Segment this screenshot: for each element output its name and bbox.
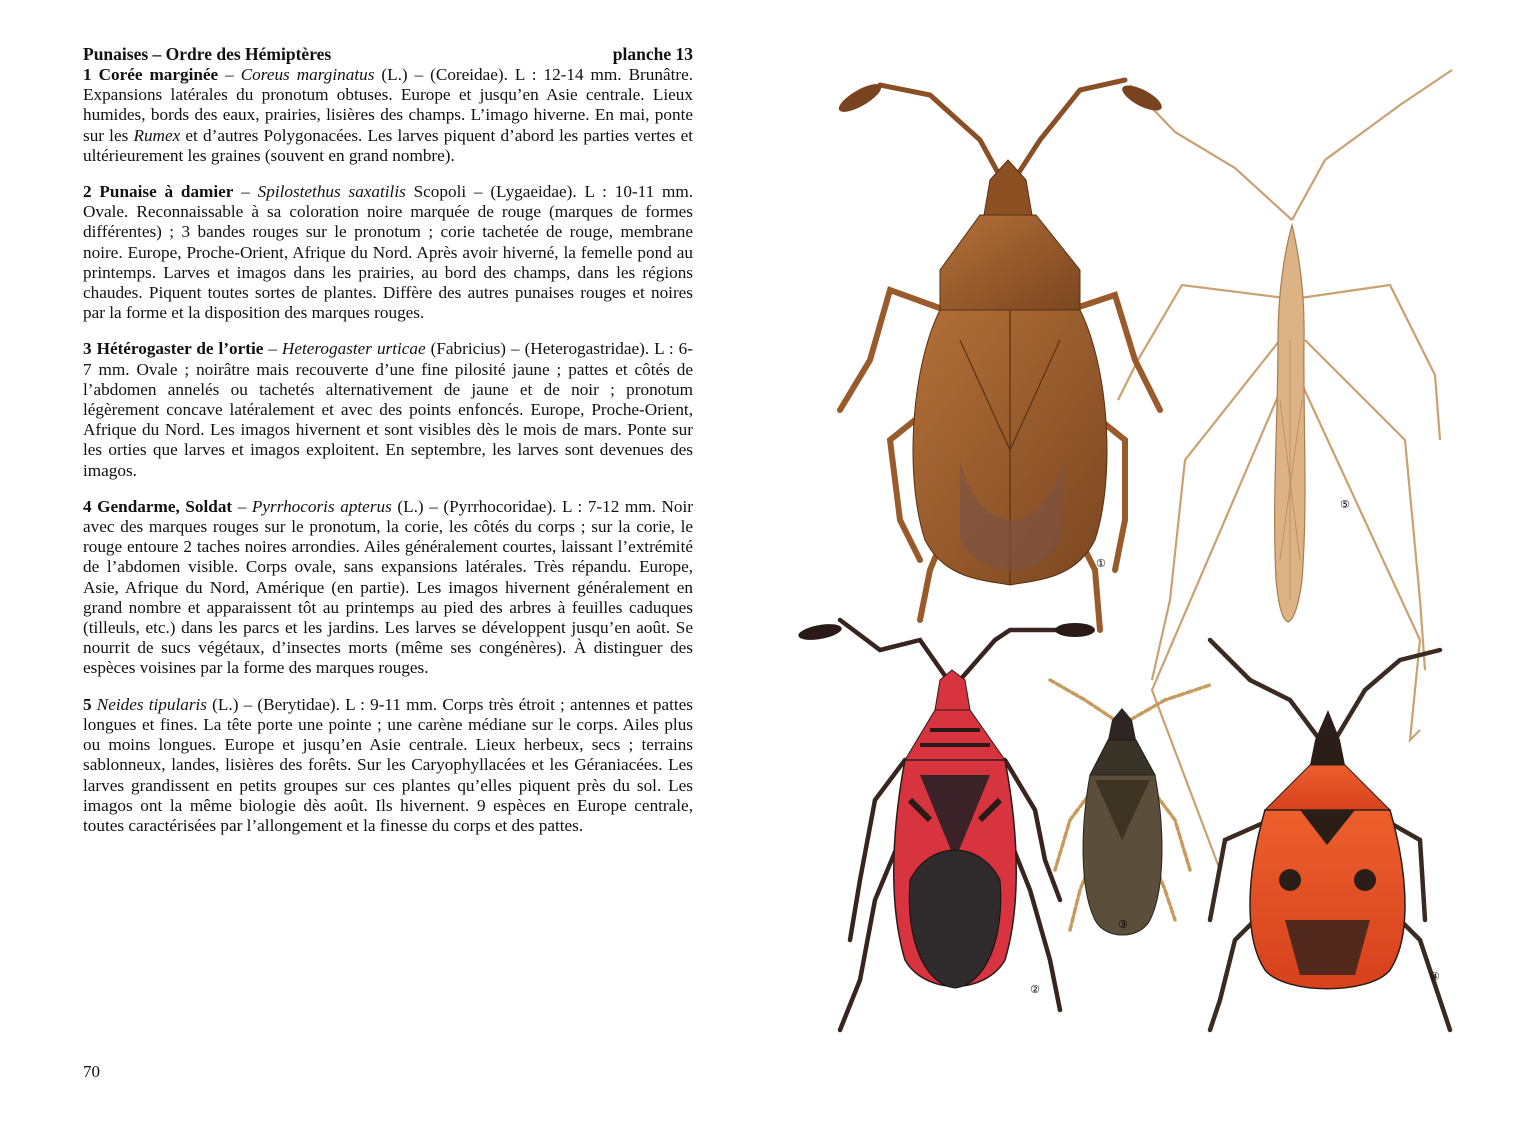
description: (L.) – (Pyrrhocoridae). L : 7-12 mm. Noir avec des marques rouges sur le pronotum, la corie, les côtés du corps ; sur la corie, le rouge entoure 2 taches noires arrondies. Ailes généralement courtes, laissant l’extrémité de l’abdomen visible. Corps ovale, sans expansions latérales. Très répandu. Europe, Asie, Afrique du Nord, Amérique (en partie). Les imagos hivernent généralement en grand nombre et apparaissent tôt au printemps au pied des arbres à feuilles caduques (tilleuls, etc.) dans les parcs et les jardins. Les larves se développent jusqu’en août. Se nourrit de sucs végétaux, d’insectes morts (même ses congénères). À distinguer des espèces voisines par la forme des marques rouges.: [83, 496, 694, 678]
description: (L.) – (Berytidae). L : 9-11 mm. Corps très étroit ; antennes et pattes longues et fines. La tête porte une pointe ; une carène médiane sur le corps. Ailes plus ou moins longues. Europe et jusqu’en Asie centrale. Lieux herbeux, secs ; terrains sablonneux, landes, lisières des forêts. Sur les Caryophyllacées et les Géraniacées. Les larves grandissent en petits groupes sur ces plantes qu’elles piquent près du sol. Les imagos ont la même biologie dès août. Ils hivernent. 9 espèces en Europe centrale, toutes caractérisées par l’allongement et la finesse du corps et des pattes.: [83, 694, 693, 835]
plate-label-5: ⑤: [1340, 498, 1350, 511]
plate-header: [83, 44, 693, 64]
scientific-name: Pyrrhocoris apterus: [251, 496, 392, 516]
description: et d’autres Polygonacées. Les larves piquent d’abord les parties vertes et ultérieurement les graines (souvent en grand nombre).: [83, 125, 693, 165]
scientific-name: Spilostethus saxatilis: [257, 182, 406, 202]
entry-number: 5: [83, 694, 92, 714]
scientific-name: Neides tipularis: [96, 694, 207, 714]
scientific-name: Heterogaster urticae: [281, 339, 426, 359]
coreus-marginatus-illustration: [835, 79, 1165, 630]
species-entry-1: [83, 65, 693, 166]
scientific-name: Coreus marginatus: [240, 65, 375, 84]
entry-number: 1: [83, 65, 92, 84]
plate-number: planche 13: [612, 44, 693, 64]
description: (L.) – (Coreidae). L : 12-14 mm. Brunâtre. Expansions latérales du pronotum obtuses. Europe et jusqu’en Asie centrale. Lieux humides, bords des eaux, prairies, lisières des champs. L’imago hiverne. En mai, ponte sur les: [83, 65, 693, 145]
description: Scopoli – (Lygaeidae). L : 10-11 mm. Ovale. Reconnaissable à sa coloration noire marquée de rouge (marques de formes différentes) ; 3 bandes rouges sur le pronotum ; corie tachetée de rouge, membrane noire. Europe, Proche-Orient, Afrique du Nord. Après avoir hiverné, la femelle pond au printemps. Larves et imagos dans les prairies, au bord des champs, dans les régions chaudes. Piquent toutes sortes de plantes. Diffère des autres punaises rouges et noires par la forme et la disposition des marques rouges.: [83, 182, 694, 323]
separator: –: [233, 182, 258, 202]
species-entry-5: [83, 695, 693, 836]
text-column: [83, 44, 693, 852]
scientific-name: Rumex: [133, 125, 181, 145]
common-name: Gendarme, Soldat: [97, 496, 233, 516]
common-name: Hétérogaster de l’ortie: [96, 339, 264, 359]
separator: –: [232, 496, 252, 516]
species-entry-2: [83, 182, 693, 323]
entry-number: 2: [83, 182, 92, 202]
separator: –: [218, 65, 241, 84]
page-number: 70: [83, 1062, 100, 1081]
description: (Fabricius) – (Heterogastridae). L : 6-7 mm. Ovale ; noirâtre mais recouverte d’une fine pilosité jaune ; pattes et côtés de l’abdomen annelés ou tachetés alternativement de jaune et de noir ; pronotum légèrement concave latéralement et avec des points enfoncés. Europe, Proche-Orient, Afrique du Nord. Les imagos hivernent et sont visibles dès le mois de mars. Ponte sur les orties que larves et imagos exploitent. En septembre, les larves sont devenues des imagos.: [83, 339, 693, 480]
entry-number: 4: [83, 496, 92, 516]
page-heading: Punaises – Ordre des Hémiptères: [83, 44, 332, 64]
plate-label-3: ③: [1118, 918, 1128, 931]
plate-label-1: ①: [1096, 557, 1106, 570]
separator: –: [263, 339, 282, 359]
common-name: Corée marginée: [98, 65, 219, 84]
plate-label-4: ④: [1430, 970, 1440, 983]
species-entry-4: [83, 497, 693, 679]
entry-number: 3: [83, 339, 92, 359]
common-name: Punaise à damier: [99, 182, 234, 202]
insect-plate: [780, 40, 1510, 1050]
species-entry-3: [83, 339, 693, 480]
heterogaster-urticae-illustration: [1050, 680, 1210, 935]
plate-label-2: ②: [1030, 983, 1040, 996]
